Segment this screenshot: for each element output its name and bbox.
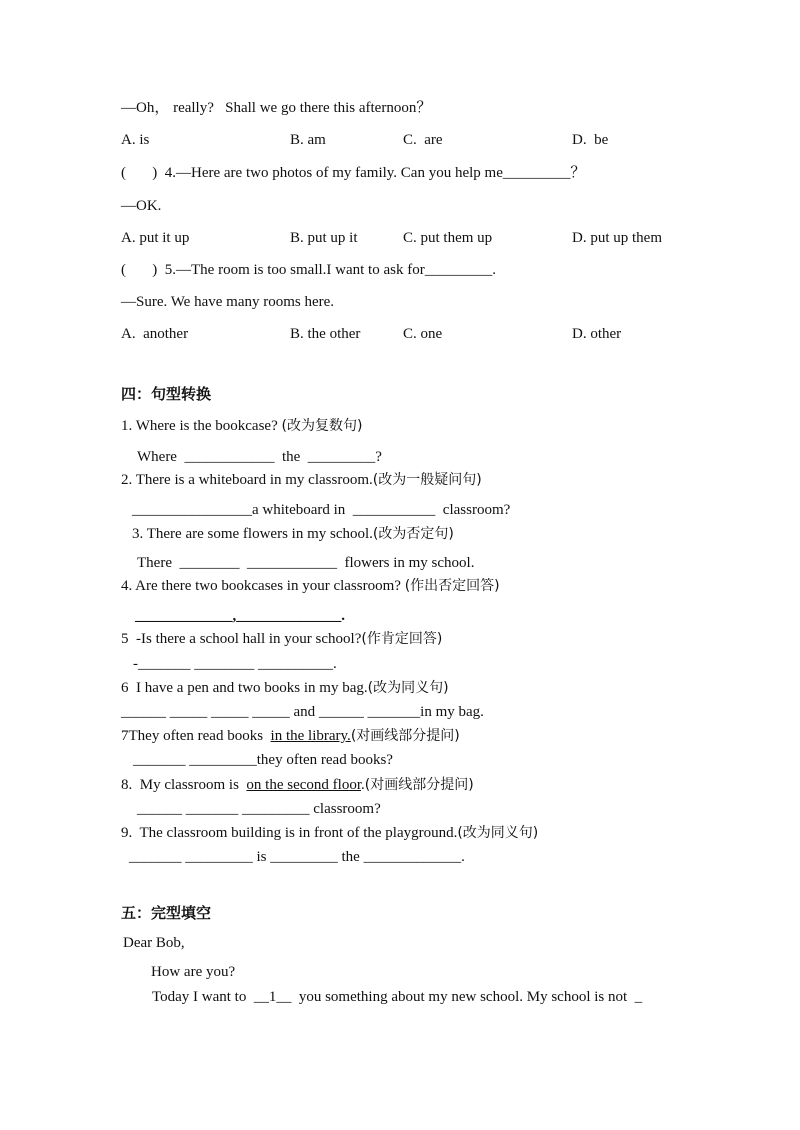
section5-title: 五：完型填空 — [121, 904, 212, 922]
s4-item4-question — [121, 577, 500, 595]
s4-item4-note: (作出否定回答) — [404, 578, 500, 594]
q5-option-b: B. the other — [290, 326, 361, 342]
q4-answer-paren: ( ) — [121, 165, 158, 181]
s4-item2-text: 2. There is a whiteboard in my classroom. — [121, 472, 373, 488]
q4-option-b: B. put up it — [290, 230, 358, 246]
s4-item2-question — [121, 471, 482, 489]
q5-option-c: C. one — [403, 326, 443, 342]
s4-item1-answer: Where ____________ the _________? — [137, 449, 382, 465]
section4-title: 四：句型转换 — [121, 385, 212, 403]
s4-item9-question — [121, 824, 538, 842]
q5-reply: —Sure. We have many rooms here. — [121, 294, 335, 310]
s4-item8-answer: ______ _______ _________ classroom? — [137, 801, 381, 817]
s4-item3-answer: There ________ ____________ flowers in my school. — [137, 555, 475, 571]
q4-reply: —OK. — [121, 198, 162, 214]
s4-item9-note: (改为同义句) — [457, 825, 539, 841]
letter-line-2 — [152, 988, 642, 1006]
s4-item9-text: 9. The classroom building is in front of the playground. — [121, 825, 458, 841]
s4-item6-text: 6 I have a pen and two books in my bag. — [121, 680, 368, 696]
s4-item3-text: 3. There are some flowers in my school. — [132, 526, 373, 542]
q5-stem: 5.—The room is too small.I want to ask for_________. — [164, 262, 496, 278]
s4-item3-question — [132, 525, 454, 543]
q4-stem: 4.—Here are two photos of my family. Can you help me_________？ — [164, 165, 586, 181]
q5-option-a: A. another — [121, 326, 189, 342]
cloze-blank-1: __1__ — [253, 989, 292, 1005]
q5-question — [121, 261, 496, 279]
s4-item7-question — [121, 727, 460, 745]
q3-option-d: D. be — [572, 132, 609, 148]
s4-item1-question — [121, 417, 362, 435]
letter-line-2-start: Today I want to — [152, 989, 254, 1005]
s4-item4-answer: _____________,______________. — [135, 608, 345, 624]
s4-item8-question — [121, 776, 474, 794]
s4-item5-question — [121, 630, 442, 648]
letter-line-2-end: you something about my new school. My school is not _ — [291, 989, 643, 1005]
s4-item2-note: (改为一般疑问句) — [372, 472, 482, 488]
s4-item5-text: 5 -Is there a school hall in your school? — [121, 631, 362, 647]
s4-item1-text: 1. Where is the bookcase? — [121, 418, 282, 434]
s4-item7-underlined: in the library. — [270, 728, 351, 744]
s4-item7-note: (对画线部分提问) — [350, 728, 460, 744]
q4-option-c: C. put them up — [403, 230, 493, 246]
q5-answer-paren: ( ) — [121, 262, 158, 278]
s4-item9-answer: _______ _________ is _________ the _____________. — [129, 849, 465, 865]
s4-item6-question — [121, 679, 449, 697]
s4-item5-note: (作肯定回答) — [361, 631, 443, 647]
q5-option-d: D. other — [572, 326, 622, 342]
s4-item3-note: (改为否定句) — [372, 526, 454, 542]
s4-item8-underlined: on the second floor — [246, 777, 361, 793]
q4-question — [121, 164, 585, 182]
s4-item7-answer: _______ _________they often read books? — [133, 752, 393, 768]
q3-reply: —Oh， really? Shall we go there this afternoon？ — [121, 100, 432, 116]
s4-item6-answer: ______ _____ _____ _____ and ______ _______in my bag. — [121, 704, 484, 720]
s4-item4-text: 4. Are there two bookcases in your classroom? — [121, 578, 405, 594]
q4-option-d: D. put up them — [572, 230, 662, 246]
q3-option-a: A. is — [121, 132, 150, 148]
s4-item7-text: 7They often read books — [121, 728, 271, 744]
q4-option-a: A. put it up — [121, 230, 190, 246]
q3-option-b: B. am — [290, 132, 326, 148]
s4-item2-answer: ________________a whiteboard in ___________ classroom? — [132, 502, 511, 518]
letter-salutation: Dear Bob, — [123, 935, 185, 951]
q3-option-c: C. are — [403, 132, 443, 148]
s4-item1-note: (改为复数句) — [281, 418, 363, 434]
s4-item5-answer: -_______ ________ __________. — [133, 656, 337, 672]
s4-item6-note: (改为同义句) — [367, 680, 449, 696]
s4-item8-text: 8. My classroom is — [121, 777, 247, 793]
s4-item8-note: (对画线部分提问) — [364, 777, 474, 793]
s4-item8-period: . — [360, 777, 365, 793]
letter-line-1: How are you? — [151, 964, 236, 980]
